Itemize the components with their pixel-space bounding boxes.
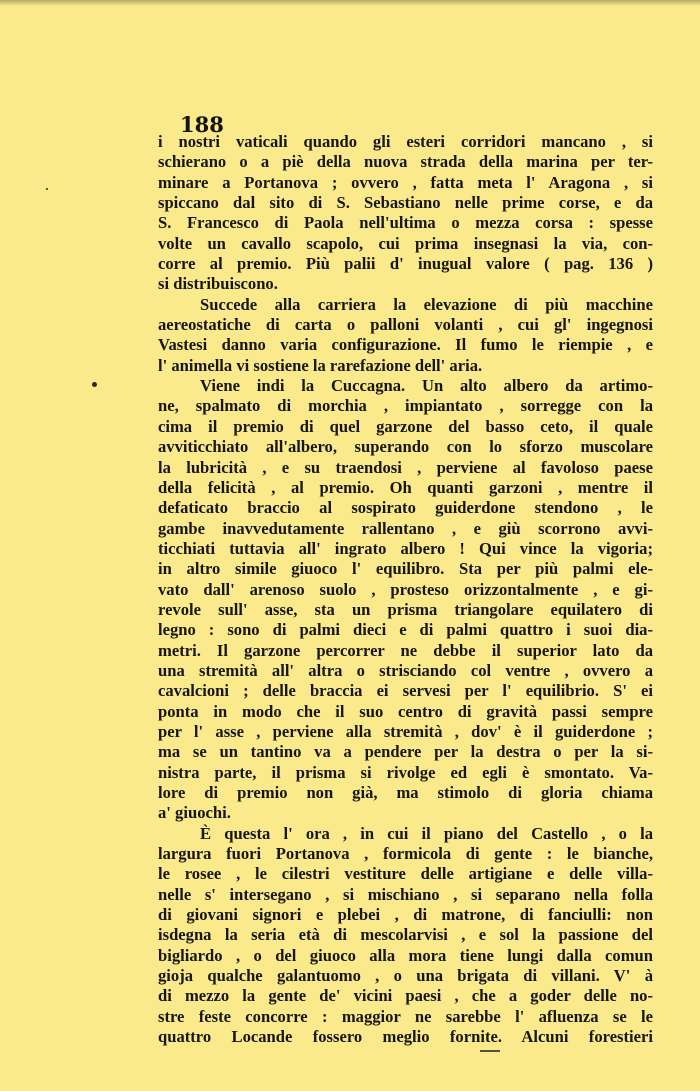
text-line: cima il premio di quel garzone del basso ceto, il quale: [158, 416, 653, 436]
text-line: una stremità all' altra o strisciando col ventre , ovvero a: [158, 660, 653, 680]
text-line: gioja qualche galantuomo , o una brigata di villani. V' à: [158, 966, 653, 986]
text-line: spiccano dal sito di S. Sebastiano nelle prime corse, e da: [158, 193, 653, 213]
text-line: corre al premio. Più palii d' inugual valore ( pag. 136 ): [158, 254, 653, 274]
text-line: la lubricità , e su traendosi , perviene al favoloso paese: [158, 457, 653, 477]
text-line: stre feste concorre : maggior ne sarebbe l' afluenza se le: [158, 1006, 653, 1026]
text-line: nelle s' intersegano , si mischiano , si separano nella folla: [158, 884, 653, 904]
text-line: Vastesi danno varia configurazione. Il fumo le riempie , e: [158, 335, 653, 355]
text-line: per l' asse , perviene alla stremità , dov' è il guiderdone ;: [158, 721, 653, 741]
text-line: ticchiati tuttavia all' ingrato albero ! Qui vince la vigoria;: [158, 538, 653, 558]
text-line: della felicità , al premio. Oh quanti garzoni , mentre il: [158, 477, 653, 497]
text-line: gambe inavvedutamente rallentano , e giù scorrono avvi-: [158, 518, 653, 538]
text-line: a' giuochi.: [158, 803, 231, 823]
text-line: revole sull' asse, sta un prisma triangolare equilatero di: [158, 599, 653, 619]
text-line: ma se un tantino va a pendere per la destra o per la si-: [158, 742, 653, 762]
text-line: si distribuiscono.: [158, 274, 278, 294]
text-line: Succede alla carriera la elevazione di più macchine: [200, 294, 653, 314]
text-line: cavalcioni ; delle braccia ei servesi per l' equilibrio. S' ei: [158, 681, 653, 701]
text-line: vato dall' arenoso suolo , prosteso orizzontalmente , e gi-: [158, 579, 653, 599]
text-line: volte un cavallo scapolo, cui prima insegnasi la via, con-: [158, 233, 653, 253]
text-line: isdegna la seria età di mescolarvisi , e sol la passione del: [158, 925, 653, 945]
page-number: 188: [180, 112, 224, 137]
text-line: Viene indi la Cuccagna. Un alto albero da artimo-: [200, 376, 653, 396]
text-line: È questa l' ora , in cui il piano del Castello , o la: [200, 823, 653, 843]
text-line: quattro Locande fossero meglio fornite. Alcuni forestieri: [158, 1027, 653, 1047]
text-line: lore di premio non già, ma stimolo di gloria chiama: [158, 783, 653, 802]
bottom-mark: [480, 1050, 500, 1052]
text-line: di mezzo la gente de' vicini paesi , che a goder delle no-: [158, 986, 653, 1006]
text-line: di giovani signori e plebei , di matrone, di fanciulli: non: [158, 905, 653, 925]
text-line: avviticchiato all'albero, superando con lo sforzo muscolare: [158, 437, 653, 457]
ink-speck: [92, 382, 97, 387]
text-line: bigliardo , o del giuoco alla mora tiene lungi dalla comun: [158, 945, 653, 965]
text-line: legno : sono di palmi dieci e di palmi quattro i suoi dia-: [158, 620, 653, 640]
text-line: le rosee , le cilestri vestiture delle artigiane e delle villa-: [158, 864, 653, 884]
top-edge-rule: [0, 0, 700, 6]
text-line: minare a Portanova ; ovvero , fatta meta l' Aragona , si: [158, 172, 653, 192]
ink-speck: [46, 188, 48, 190]
text-line: schierano o a piè della nuova strada della marina per ter-: [158, 152, 653, 172]
text-line: metri. Il garzone percorrer ne debbe il superior lato da: [158, 640, 653, 660]
text-line: l' animella vi sostiene la rarefazione dell' aria.: [158, 355, 483, 375]
text-line: in altro simile giuoco l' equilibro. Sta per più palmi ele-: [158, 559, 653, 579]
text-line: largura fuori Portanova , formicola di gente : le bianche,: [158, 844, 653, 864]
text-line: nistra parte, il prisma si rivolge ed egli è smontato. Va-: [158, 762, 653, 782]
text-line: ponta in modo che il suo centro di gravità passi sempre: [158, 701, 653, 721]
text-line: i nostri vaticali quando gli esteri corridori mancano , si: [158, 132, 653, 151]
text-line: S. Francesco di Paola nell'ultima o mezza corsa : spesse: [158, 213, 653, 233]
text-line: aereostatiche di carta o palloni volanti , cui gl' ingegnosi: [158, 315, 653, 335]
body-text: [158, 132, 653, 1047]
text-line: ne, spalmato di morchia , impiantato , sorregge con la: [158, 396, 653, 416]
text-line: defaticato braccio al sospirato guiderdone stendono , le: [158, 498, 653, 518]
